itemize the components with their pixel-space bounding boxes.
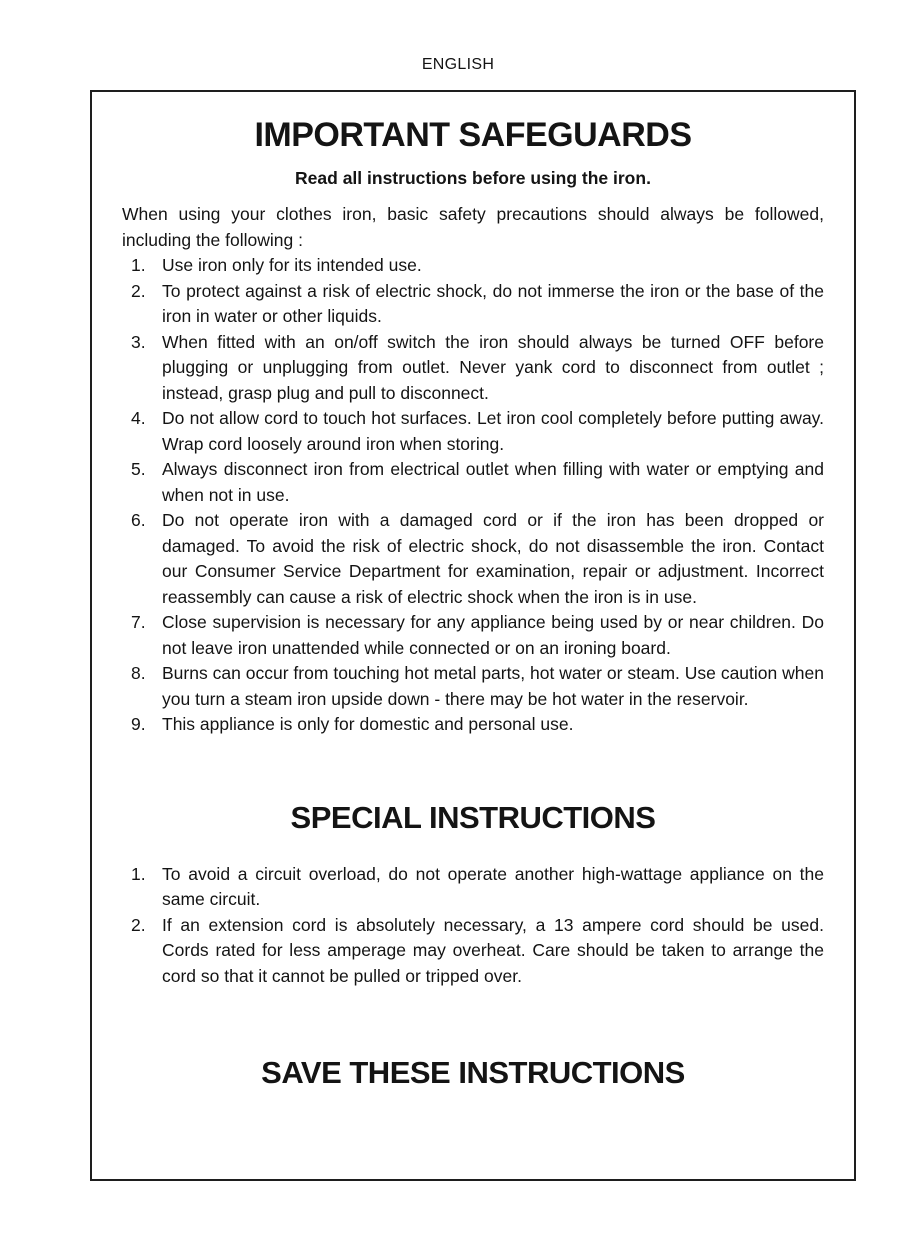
special-instructions-title: SPECIAL INSTRUCTIONS (290, 799, 656, 835)
special-instructions-item: If an extension cord is absolutely necessary, a 13 ampere cord should be used. Cords rated for less amperage may overheat. Care should be taken to arrange the cord so that it cannot be pulled or tripped over. (162, 914, 824, 986)
safeguards-item: Do not operate iron with a damaged cord or if the iron has been dropped or damaged. To avoid the risk of electric shock, do not disassemble the iron. Contact our Consumer Service Department for examination, repair or adjustment. Incorrect reassembly can cause a risk of electric shock when the iron is in use. (162, 510, 824, 607)
safeguards-item: Always disconnect iron from electrical outlet when filling with water or emptying and when not in use. (162, 459, 824, 505)
safeguards-item: Use iron only for its intended use. (162, 255, 422, 275)
save-instructions-title: SAVE THESE INSTRUCTIONS (261, 1055, 685, 1090)
language-label: ENGLISH (421, 56, 495, 73)
safeguards-list (122, 253, 824, 738)
safeguards-subtitle: Read all instructions before using the iron. (295, 168, 651, 188)
safeguards-item: To protect against a risk of electric shock, do not immerse the iron or the base of the iron in water or other liquids. (162, 280, 824, 326)
safeguards-item: Close supervision is necessary for any appliance being used by or near children. Do not leave iron unattended while connected or on an ironing board. (162, 612, 824, 658)
safeguards-item: Burns can occur from touching hot metal parts, hot water or steam. Use caution when you turn a steam iron upside down - there may be hot water in the reservoir. (162, 663, 824, 709)
page-title: IMPORTANT SAFEGUARDS (254, 116, 692, 154)
special-instructions-list (122, 862, 824, 990)
special-instructions-item: To avoid a circuit overload, do not operate another high-wattage appliance on the same circuit. (162, 863, 824, 909)
safeguards-item: When fitted with an on/off switch the iron should always be turned OFF before plugging or unplugging from outlet. Never yank cord to disconnect from outlet ; instead, grasp plug and pull to disconnect. (162, 331, 824, 403)
safeguards-item: Do not allow cord to touch hot surfaces. Let iron cool completely before putting away. Wrap cord loosely around iron when storing. (162, 408, 824, 454)
safeguards-box (90, 90, 856, 1181)
safeguards-item: This appliance is only for domestic and personal use. (162, 714, 574, 734)
safeguards-intro: When using your clothes iron, basic safety precautions should always be followed, including the following : (122, 204, 824, 250)
